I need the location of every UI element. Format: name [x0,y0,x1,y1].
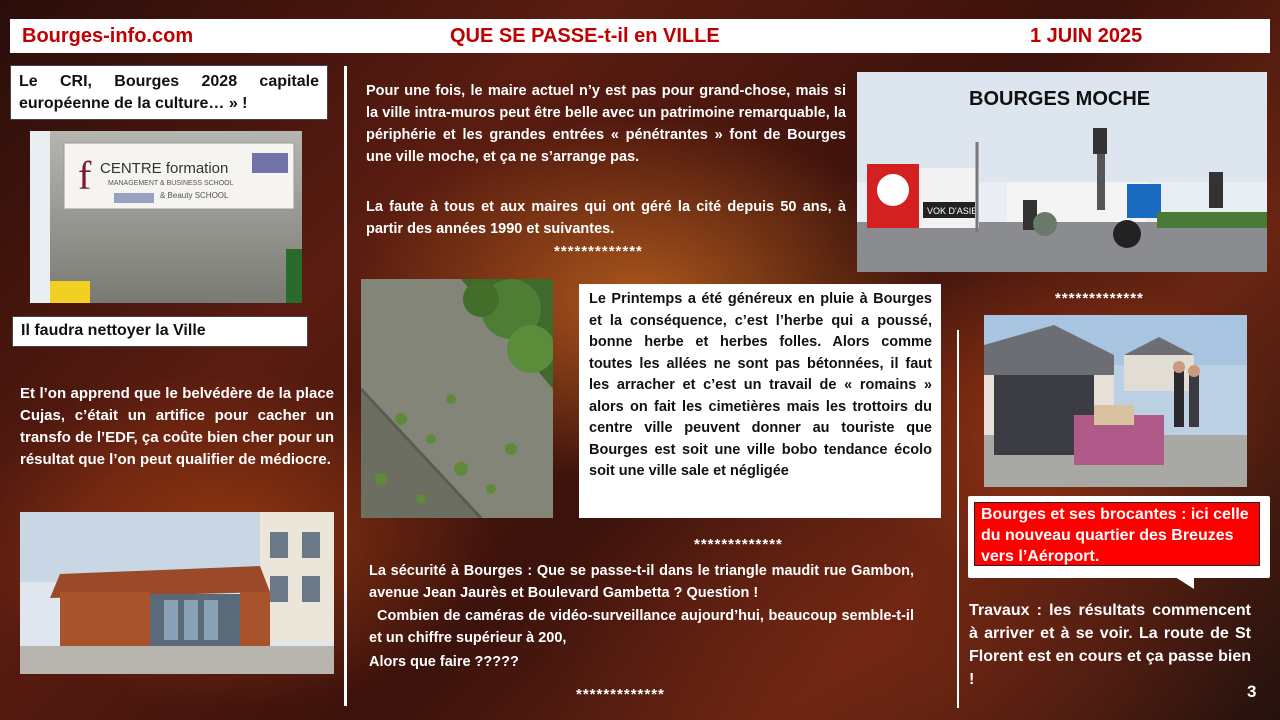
bourges-moche-title: BOURGES MOCHE [969,88,1151,110]
header-bar [10,19,1270,53]
issue-date: 1 JUIN 2025 [1030,24,1143,47]
cameras-text: Combien de caméras de vidéo-surveillance aujourd’hui, beaucoup semble-t-il et un chiffre supérieur à 200, [369,608,914,646]
que-faire-text: Alors que faire ????? [369,654,519,670]
maire-text: Pour une fois, le maire actuel n’y est pas pour grand-chose, mais si la ville intra-muros peut être belle avec un patrimoine remarquable, la périphérie et les grandes entrées « pénétrantes » font de Bourges une ville moche, et ça ne s’arrange pas. [366,83,846,165]
centre-formation-photo [30,131,302,303]
printemps-box [579,284,941,518]
separator-stars-4: ************* [1055,290,1144,307]
bourges-moche-photo [857,72,1267,272]
belvedere-text: Et l’on apprend que le belvédère de la place Cujas, c’était un artifice pour cacher un transfo de l’EDF, ça coûte bien cher pour un résultat que l’on peut qualifier de médiocre. [20,385,334,468]
svg-text:CENTRE formation: CENTRE formation [100,160,229,177]
svg-text:MANAGEMENT & BUSINESS SCHOOL: MANAGEMENT & BUSINESS SCHOOL [108,180,234,187]
separator-stars-3: ************* [576,686,665,703]
site-name: Bourges-info.com [22,24,194,47]
divider-left [344,66,347,706]
svg-text:f: f [78,153,92,198]
nettoyer-title-box: Il faudra nettoyer la Ville [12,316,308,347]
callout-tail [1172,575,1194,589]
travaux-text: Travaux : les résultats commencent à arriver et à se voir. La route de St Florent est en cours et ça passe bien ! [969,602,1251,688]
page-number: 3 [1247,682,1257,701]
faute-text: La faute à tous et aux maires qui ont géré la cité depuis 50 ans, à partir des années 1990 et suivantes. [366,199,846,237]
brocantes-text: Bourges et ses brocantes : ici celle du nouveau quartier des Breuzes vers l’Aéroport. [974,502,1260,566]
separator-stars-2: ************* [694,536,783,553]
securite-text: La sécurité à Bourges : Que se passe-t-il dans le triangle maudit rue Gambon, avenue Jean Jaurès et Boulevard Gambetta ? Question ! [369,563,914,601]
separator-stars-1: ************* [554,243,643,260]
cri-title-box: Le CRI, Bourges 2028 capitale européenne de la culture… » ! [10,65,328,120]
weeds-sidewalk-photo [361,279,553,518]
brocante-photo [984,315,1247,487]
svg-text:VOK D'ASIE: VOK D'ASIE [927,206,978,216]
page-title: QUE SE PASSE-t-il en VILLE [450,24,720,47]
divider-right [957,330,959,708]
brocantes-callout [968,496,1270,578]
printemps-text: Le Printemps a été généreux en pluie à Bourges et la conséquence, c’est l’herbe qui a poussé, bonne herbe et herbes folles. Alors comme toutes les allées ne sont pas bétonnées, il faut les arracher et c’est un travail de « romains » alors on fait les cimetières mais les trottoirs du centre ville peuvent donner au touriste que Bourges est soit une ville bobo tendance écolo soit une ville sale et négligée [589,291,932,479]
svg-text:& Beauty SCHOOL: & Beauty SCHOOL [160,191,229,200]
belvedere-photo [20,512,334,674]
